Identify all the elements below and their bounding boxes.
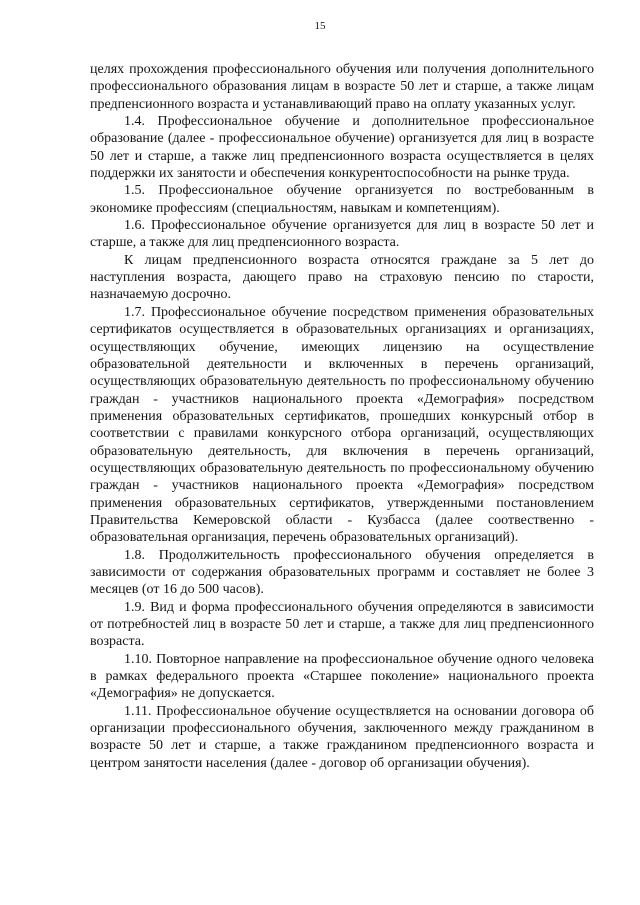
paragraph-1-10: 1.10. Повторное направление на профессиональное обучение одного человека в рамках федерального проекта «Старшее поколение» национального проекта «Демография» не допускается. — [90, 651, 594, 702]
paragraph-pre-pension-definition: К лицам предпенсионного возраста относятся граждане за 5 лет до наступления возраста, дающего право на страховую пенсию по старости, назначаемую досрочно. — [90, 252, 594, 303]
paragraph-intro-continuation: целях прохождения профессионального обучения или получения дополнительного профессионального образования лицам в возрасте 50 лет и старше, а также лицам предпенсионного возраста и устанавливающий право на оплату указанных услуг. — [90, 62, 594, 112]
paragraph-1-6: 1.6. Профессиональное обучение организуется для лиц в возрасте 50 лет и старше, а также для лиц предпенсионного возраста. — [90, 218, 594, 251]
paragraph-1-5: 1.5. Профессиональное обучение организуется по востребованным в экономике профессиям (специальностям, навыкам и компетенциям). — [90, 183, 594, 216]
paragraph-1-8: 1.8. Продолжительность профессионального обучения определяется в зависимости от содержания образовательных программ и составляет не более 3 месяцев (от 16 до 500 часов). — [90, 547, 594, 598]
paragraph-1-7: 1.7. Профессиональное обучение посредством применения образовательных сертификатов осуществляется в образовательных организациях и организациях, осуществляющих обучение, имеющих лицензию на осуществление образовательной деятельности и включенных в перечень организаций, осуществляющих образовательную деятельность по профессиональному обучению граждан - участников национального проекта «Демография» посредством применения образовательных сертификатов, прошедших конкурсный отбор в соответствии с правилами конкурсного отбора организаций, осуществляющих образовательную деятельность, для включения в перечень организаций, осуществляющих образовательную деятельность по профессиональному обучению граждан - участников национального проекта «Демография» посредством применения образовательных сертификатов, утвержденными постановлением Правительства Кемеровской области - Кузбасса (далее соотвественно - образовательная организация, перечень образовательных организаций). — [90, 304, 594, 546]
paragraph-1-11: 1.11. Профессиональное обучение осуществляется на основании договора об организации профессионального обучения, заключенного между гражданином в возрасте 50 лет и старше, а также гражданином предпенсионного возраста и центром занятости населения (далее - договор об организации обучения). — [90, 703, 594, 771]
body-text — [90, 61, 594, 772]
paragraph-1-9: 1.9. Вид и форма профессионального обучения определяются в зависимости от потребностей лиц в возрасте 50 лет и старше, а также для лиц предпенсионного возраста. — [90, 599, 594, 650]
page-number: 15 — [314, 20, 326, 32]
paragraph-1-4: 1.4. Профессиональное обучение и дополнительное профессиональное образование (далее - профессиональное обучение) организуется для лиц в возрасте 50 лет и старше, а также лиц предпенсионного возраста осуществляется в целях поддержки их занятости и обеспечения конкурентоспособности на рынке труда. — [90, 114, 594, 182]
